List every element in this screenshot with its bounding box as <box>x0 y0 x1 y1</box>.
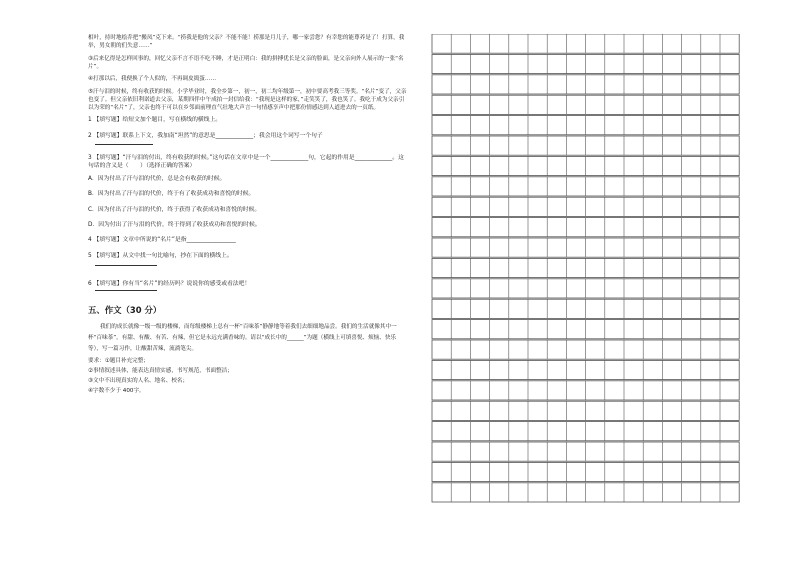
grid-row <box>432 156 739 175</box>
requirements-label: 要求：①题目补充完整； <box>88 357 149 364</box>
grid-row <box>432 258 739 277</box>
section-title: 五、作文（30 分） <box>88 304 162 315</box>
grid-row <box>432 299 739 318</box>
grid-row <box>432 381 739 400</box>
grid-row <box>432 136 739 155</box>
requirement-item: ③文中不出现真实的人名、地名、校名； <box>88 377 189 384</box>
grid-row <box>432 360 739 379</box>
question-3-option-c: C．因为付出了汗与泪的代价，终于获得了收获成功和喜悦的时候。 <box>88 206 261 213</box>
grid-row <box>432 218 739 237</box>
grid-row <box>432 320 739 339</box>
passage-paragraph: 相叶，持时地绘乔把“搬凤”克下来。“捞我是他的父亲？不能不能！捞那是月儿子，哪一家尝您？有幸您的能尊养是了！打算，我举，男女朝的们失意……” <box>88 35 405 49</box>
grid-row <box>432 442 739 461</box>
grid-row <box>432 197 739 216</box>
answer-line[interactable] <box>95 265 157 266</box>
question-3-option-d: D．因为付出了汗与泪的代价，终于得到了收获成功和喜悦的时候。 <box>88 221 261 228</box>
question-3: 3 【填写题】“汗与泪的付出，终有收获的时候。”这句话在文章中是一个_____________句，它起的作用是_____________。这句话的含义是（ ）（选择正确的答案） <box>88 154 404 169</box>
composition-prompt: 我们的成长就像一级一级的楼梯，而每级楼梯上总有一杯“百味茶”静静地等着我们去细细地品尝。我们的生活就像其中一杯“百味茶”，有甜、有酸、有苦、有辣，但它是永远充满香味的。请以“成长中的______”为题（横线上可填喜悦、烦恼、快乐等），写一篇习作，让酸甜苦辣，流淌笔尖。 <box>88 323 397 352</box>
grid-row <box>432 177 739 196</box>
question-5: 5 【填写题】从文中找一句比喻句，抄在下面的横线上。 <box>88 252 233 259</box>
grid-row <box>432 95 739 114</box>
question-list <box>88 116 408 290</box>
grid-row <box>432 116 739 135</box>
grid-row <box>432 54 739 73</box>
grid-svg <box>430 34 794 506</box>
reading-passage <box>88 34 408 112</box>
answer-line[interactable] <box>95 290 157 291</box>
grid-row <box>432 483 739 502</box>
passage-paragraph: ⑤汗与泪的时候，终有收获的时候。小学毕业时，我全乡第一，初一，初二均年级第一，初中要高考我三等奖。“名片”变了，父亲也变了。但父亲依旧利诺道去父亲，某期四伴中午成拍一封信给我：“我现是这样的家，”走笑笑了，我也笑了。我吃于成为父亲引以为荣的“名片”了，父亲也终于可以在乡邻面前理直气壮地大声言一句情感享声中把那份情感达到人道进去的一页纸。 <box>88 88 407 111</box>
question-1: 1 【填写题】给短文加个题目，写在横线的横线上。 <box>88 117 222 124</box>
exam-left-column <box>88 34 408 396</box>
question-2: 2 【填写题】联系上下文，我加南“坦然”的意思是_____________；我会用这个词写一个句子 <box>88 132 323 139</box>
grid-row <box>432 401 739 420</box>
question-6: 6 【填写题】你有当“名片”的经历吗？说说你的感受或看法吧！ <box>88 280 251 287</box>
passage-paragraph: ③后来亿得是怎样回事的，回忆父亲不言不语不吃不睡，才是正明白：我的拼搏优长是父亲的脸面，是父亲向外人展示的一张“名片”。 <box>88 55 404 70</box>
composition-grid-paper[interactable] <box>430 34 794 506</box>
grid-row <box>432 34 739 53</box>
grid-row <box>432 75 739 94</box>
grid-row <box>432 422 739 441</box>
passage-paragraph: ④打那以后，我便换了个人似的，不再调皮捣蛋…… <box>88 76 217 83</box>
requirement-item: ②事情叙述具体，能表达真情实感，书写规范，书面整洁； <box>88 367 233 374</box>
grid-row <box>432 340 739 359</box>
answer-line[interactable] <box>95 144 153 145</box>
grid-row <box>432 462 739 481</box>
grid-row <box>432 238 739 257</box>
question-3-option-b: B．因为付出了汗与泪的代价，终于有了收获成功和喜悦的时候。 <box>88 191 255 198</box>
composition-section <box>88 305 408 396</box>
question-3-option-a: A．因为付出了汗与泪的代价，总是会有收获的时候。 <box>88 175 226 182</box>
requirement-item: ④字数不少于 400字。 <box>88 387 145 394</box>
question-4: 4 【填写题】文章中所说的“名片”是指_________________ <box>88 237 236 244</box>
grid-row <box>432 279 739 298</box>
